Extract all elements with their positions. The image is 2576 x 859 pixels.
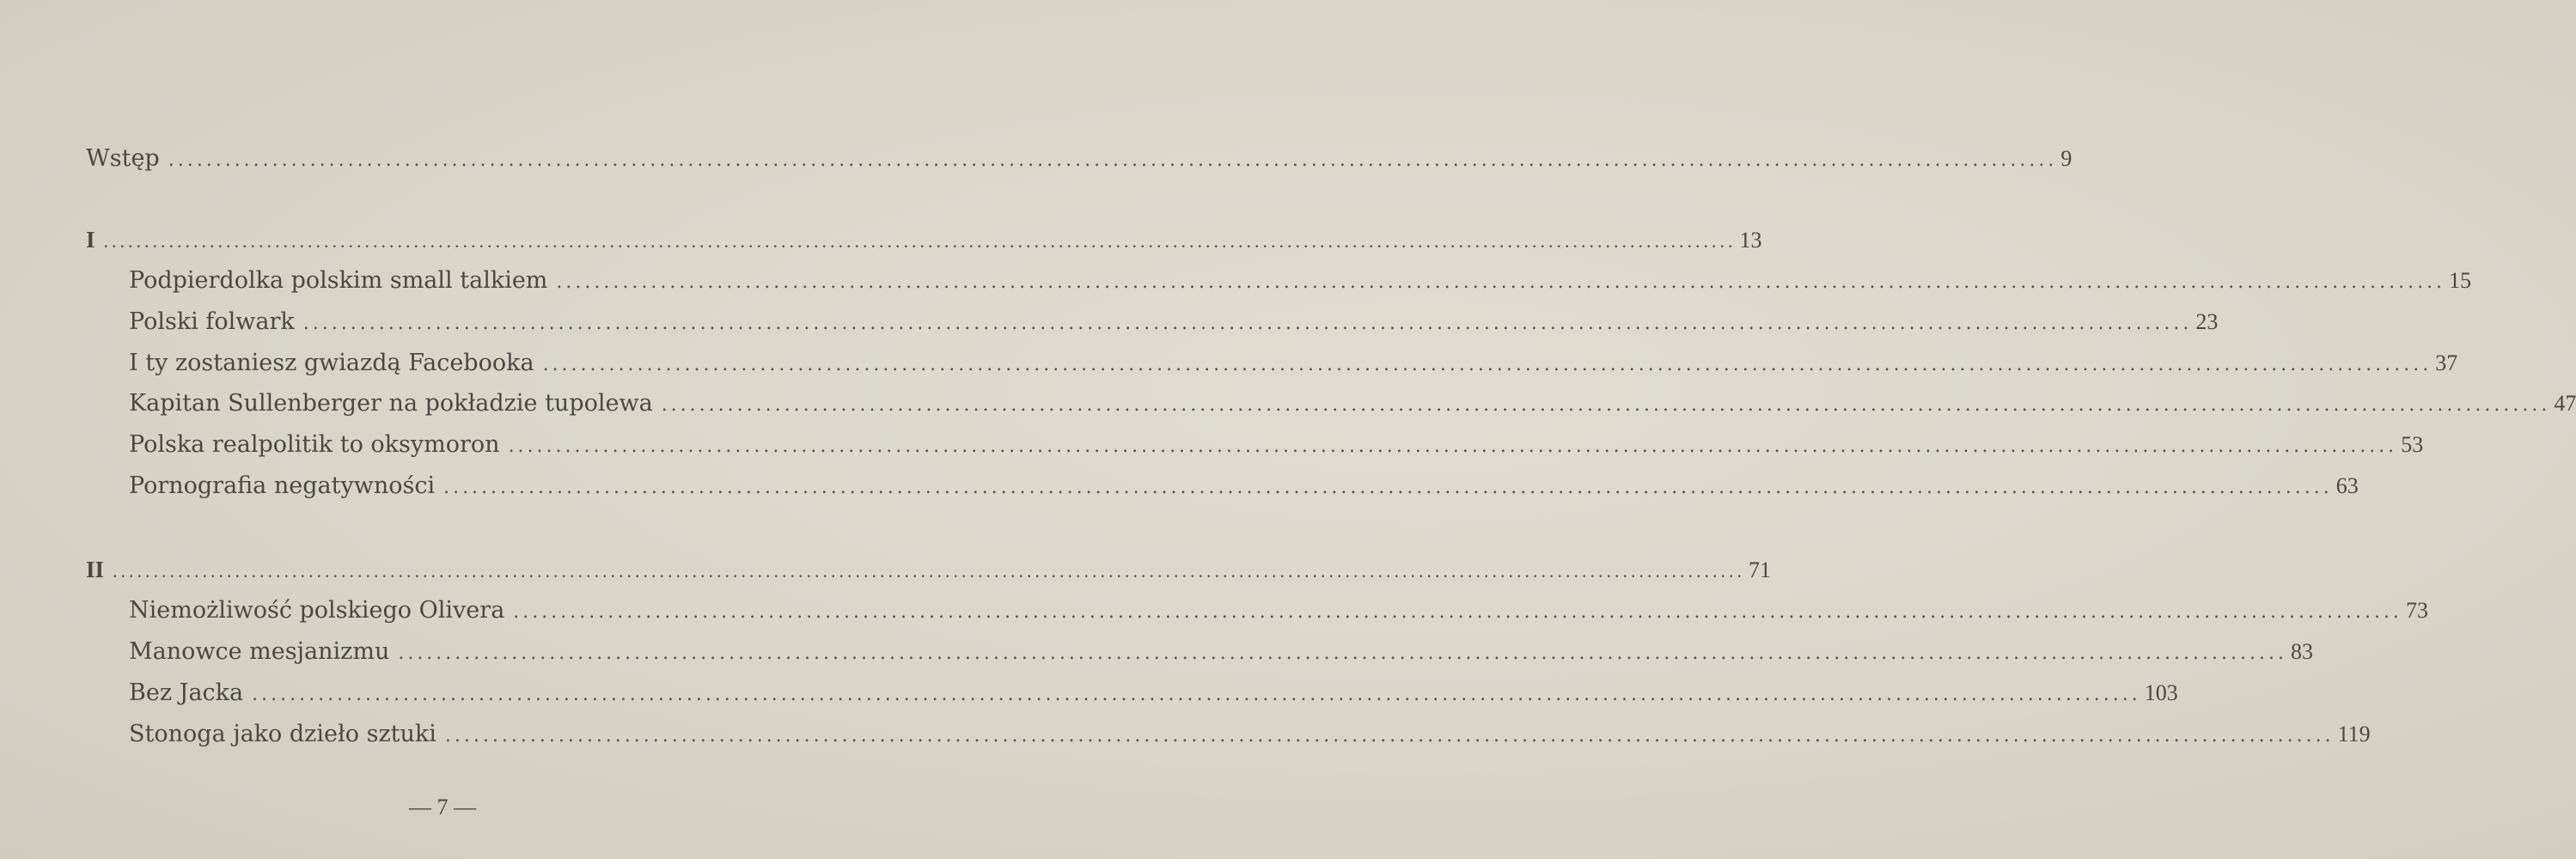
toc-entry-label: Podpierdolka polskim small talkiem xyxy=(129,267,548,294)
toc-part-label: II xyxy=(86,557,105,582)
toc-entry-label: Polska realpolitik to oksymoron xyxy=(129,431,500,458)
toc-part-2 xyxy=(86,555,1772,586)
leader-dots: ........................................................................................................................................................................................................ xyxy=(556,271,2446,293)
toc-entry xyxy=(129,637,2313,668)
toc-entry xyxy=(129,349,2458,380)
toc-page-number: 119 xyxy=(2337,722,2371,746)
toc-page-number: 47 xyxy=(2554,391,2576,416)
leader-dots: ........................................................................................................................................................................................................ xyxy=(444,725,2335,746)
leader-dots: ........................................................................................................................................................................................................ xyxy=(113,560,1746,582)
toc-page-number: 73 xyxy=(2405,598,2428,623)
toc-entry-label: Kapitan Sullenberger na pokładzie tupolewa xyxy=(129,390,653,417)
leader-dots: ........................................................................................................................................................................................................ xyxy=(508,436,2398,457)
toc-entry-label: Manowce mesjanizmu xyxy=(129,638,390,665)
toc-page-number: 103 xyxy=(2144,680,2178,705)
leader-dots: ........................................................................................................................................................................................................ xyxy=(542,354,2433,375)
toc-entry xyxy=(129,679,2178,710)
leader-dots: ........................................................................................................................................................................................................ xyxy=(103,230,1737,252)
toc-entry-label: Pornografia negatywności xyxy=(129,472,436,499)
toc-entry xyxy=(129,720,2371,751)
leader-dots: ........................................................................................................................................................................................................ xyxy=(398,643,2287,664)
toc-page-number: 63 xyxy=(2335,473,2359,498)
toc-page-number: 9 xyxy=(2060,146,2072,171)
toc-page-number: 23 xyxy=(2195,309,2219,334)
toc-entry-label: Wstęp xyxy=(86,145,160,172)
toc-page-number: 71 xyxy=(1749,557,1772,582)
toc-page-number: 37 xyxy=(2435,350,2458,375)
toc-page-number: 15 xyxy=(2449,268,2472,293)
toc-part-1 xyxy=(86,225,1762,256)
toc-entry-label: Polski folwark xyxy=(129,308,295,335)
toc-entry xyxy=(129,430,2424,461)
toc-entry xyxy=(129,266,2472,297)
page-number-footer: — 7 — xyxy=(409,795,476,819)
toc-page-number: 13 xyxy=(1739,228,1762,253)
toc-entry xyxy=(129,472,2359,503)
toc-page-number: 53 xyxy=(2401,432,2424,457)
leader-dots: ........................................................................................................................................................................................................ xyxy=(443,477,2333,498)
toc-entry-label: Bez Jacka xyxy=(129,679,244,706)
toc-entry-label: Stonoga jako dzieło sztuki xyxy=(129,721,436,747)
leader-dots: ........................................................................................................................................................................................................ xyxy=(513,601,2402,623)
toc-entry xyxy=(129,389,2576,420)
leader-dots: ........................................................................................................................................................................................................ xyxy=(168,149,2058,171)
toc-entry-label: I ty zostaniesz gwiazdą Facebooka xyxy=(129,350,534,376)
toc-page-number: 83 xyxy=(2290,639,2313,664)
toc-entry xyxy=(129,308,2219,338)
leader-dots: ........................................................................................................................................................................................................ xyxy=(661,394,2551,416)
toc-entry-label: Niemożliwość polskiego Olivera xyxy=(129,597,505,624)
leader-dots: ........................................................................................................................................................................................................ xyxy=(302,313,2193,334)
leader-dots: ........................................................................................................................................................................................................ xyxy=(252,684,2141,705)
toc-entry-intro xyxy=(86,144,2072,175)
toc-part-label: I xyxy=(86,227,95,253)
toc-entry xyxy=(129,596,2428,627)
